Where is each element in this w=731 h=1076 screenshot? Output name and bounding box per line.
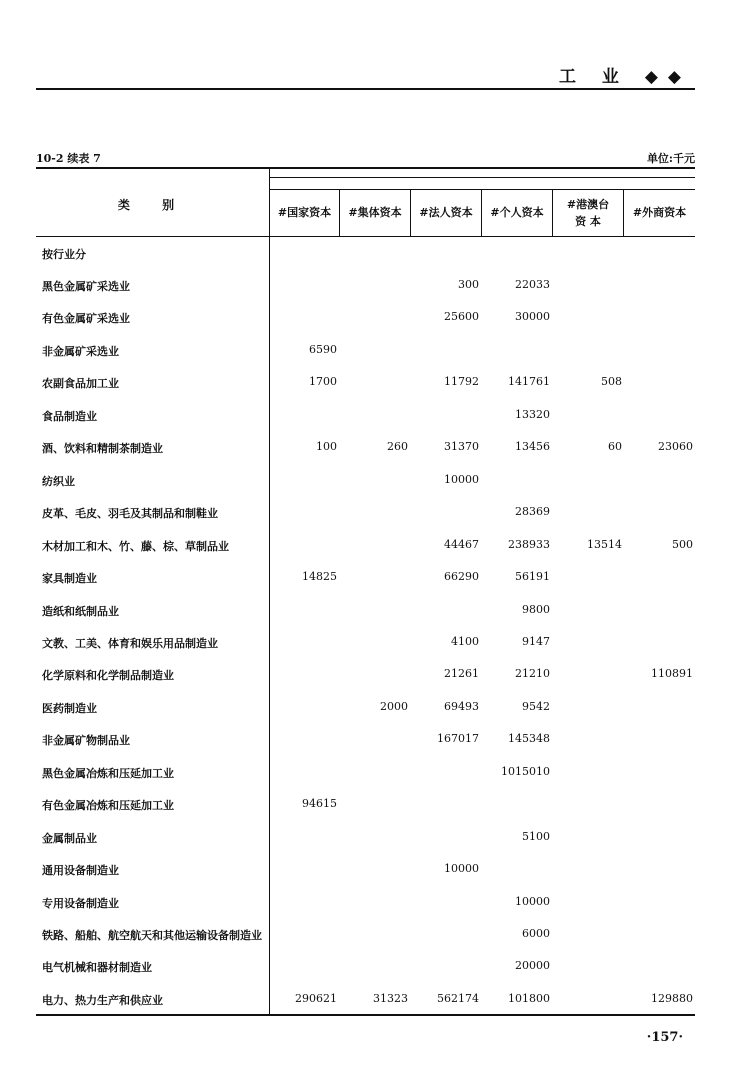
table-cell: 167017	[437, 732, 479, 745]
page-number: ·157·	[646, 1030, 683, 1045]
row-label: 木材加工和木、竹、藤、棕、草制品业	[42, 540, 229, 553]
row-label: 化学原料和化学制品制造业	[42, 669, 174, 682]
table-cell: 21210	[515, 667, 550, 680]
table-cell: 562174	[437, 992, 479, 1005]
row-label: 医药制造业	[42, 702, 97, 715]
row-label: 铁路、船舶、航空航天和其他运输设备制造业	[42, 929, 262, 942]
table-cell: 20000	[515, 959, 550, 972]
category-header: 类 别	[117, 198, 189, 212]
row-label: 电力、热力生产和供应业	[42, 994, 163, 1007]
table-cell: 94615	[302, 797, 337, 810]
row-label: 农副食品加工业	[42, 377, 119, 390]
table-cell: 22033	[515, 278, 550, 291]
table-cell: 129880	[651, 992, 693, 1005]
row-label: 黑色金属冶炼和压延加工业	[42, 767, 174, 780]
table-cell: 11792	[444, 375, 479, 388]
table-cell: 25600	[444, 310, 479, 323]
section-label: 按行业分	[42, 248, 86, 261]
table-cell: 13456	[515, 440, 550, 453]
row-label: 电气机械和器材制造业	[42, 961, 152, 974]
table-cell: 1700	[309, 375, 337, 388]
table-cell: 145348	[508, 732, 550, 745]
col-header-hmt-capital: #港澳台 资 本	[566, 197, 610, 228]
row-label: 通用设备制造业	[42, 864, 119, 877]
row-label: 非金属矿物制品业	[42, 734, 130, 747]
row-label: 金属制品业	[42, 832, 97, 845]
row-label: 酒、饮料和精制茶制造业	[42, 442, 163, 455]
table-cell: 238933	[508, 538, 550, 551]
table-cell: 260	[387, 440, 408, 453]
table-cell: 5100	[522, 830, 550, 843]
table-cell: 508	[601, 375, 622, 388]
col-header-collective-capital: #集体资本	[348, 206, 402, 219]
table-cell: 31370	[444, 440, 479, 453]
table-cell: 100	[316, 440, 337, 453]
table-cell: 13320	[515, 408, 550, 421]
table-cell: 60	[608, 440, 622, 453]
table-cell: 110891	[651, 667, 693, 680]
table-cell: 10000	[444, 473, 479, 486]
table-cell: 2000	[380, 700, 408, 713]
table-cell: 44467	[444, 538, 479, 551]
table-top-rule	[36, 167, 695, 169]
header-sub-rule-1	[270, 177, 695, 178]
table-cell: 9542	[522, 700, 550, 713]
row-label: 有色金属冶炼和压延加工业	[42, 799, 174, 812]
table-cell: 290621	[295, 992, 337, 1005]
header-rule	[36, 88, 695, 90]
table-cell: 66290	[444, 570, 479, 583]
unit-label: 单位:千元	[646, 152, 695, 165]
table-cell: 141761	[508, 375, 550, 388]
col-header-foreign-capital: #外商资本	[632, 206, 687, 219]
table-cell: 9147	[522, 635, 550, 648]
row-label: 专用设备制造业	[42, 897, 119, 910]
table-cell: 1015010	[501, 765, 550, 778]
row-label: 家具制造业	[42, 572, 97, 585]
table-cell: 10000	[444, 862, 479, 875]
col-header-state-capital: #国家资本	[277, 206, 332, 219]
table-cell: 13514	[587, 538, 622, 551]
row-label: 食品制造业	[42, 410, 97, 423]
table-cell: 21261	[444, 667, 479, 680]
table-cell: 56191	[515, 570, 550, 583]
table-cell: 10000	[515, 895, 550, 908]
table-cell: 31323	[373, 992, 408, 1005]
row-label: 皮革、毛皮、羽毛及其制品和制鞋业	[42, 507, 218, 520]
row-label: 文教、工美、体育和娱乐用品制造业	[42, 637, 218, 650]
table-cell: 23060	[658, 440, 693, 453]
header-bottom-rule	[36, 236, 695, 237]
table-cell: 6000	[522, 927, 550, 940]
table-cell: 500	[672, 538, 693, 551]
table-cell: 6590	[309, 343, 337, 356]
table-cell: 9800	[522, 603, 550, 616]
row-label: 黑色金属矿采选业	[42, 280, 130, 293]
table-id: 10-2 续表 7	[36, 152, 101, 165]
row-label: 有色金属矿采选业	[42, 312, 130, 325]
table-cell: 28369	[515, 505, 550, 518]
col-header-individual-capital: #个人资本	[490, 206, 544, 219]
col-header-legal-person-capital: #法人资本	[419, 206, 473, 219]
table-cell: 300	[458, 278, 479, 291]
table-cell: 4100	[451, 635, 479, 648]
section-title: 工 业 ◆◆	[559, 67, 691, 87]
row-label: 纺织业	[42, 475, 75, 488]
table-cell: 101800	[508, 992, 550, 1005]
category-divider	[269, 167, 270, 1015]
row-label: 造纸和纸制品业	[42, 605, 119, 618]
row-label: 非金属矿采选业	[42, 345, 119, 358]
table-cell: 69493	[444, 700, 479, 713]
table-cell: 14825	[302, 570, 337, 583]
table-bottom-rule	[36, 1014, 695, 1016]
table-cell: 30000	[515, 310, 550, 323]
